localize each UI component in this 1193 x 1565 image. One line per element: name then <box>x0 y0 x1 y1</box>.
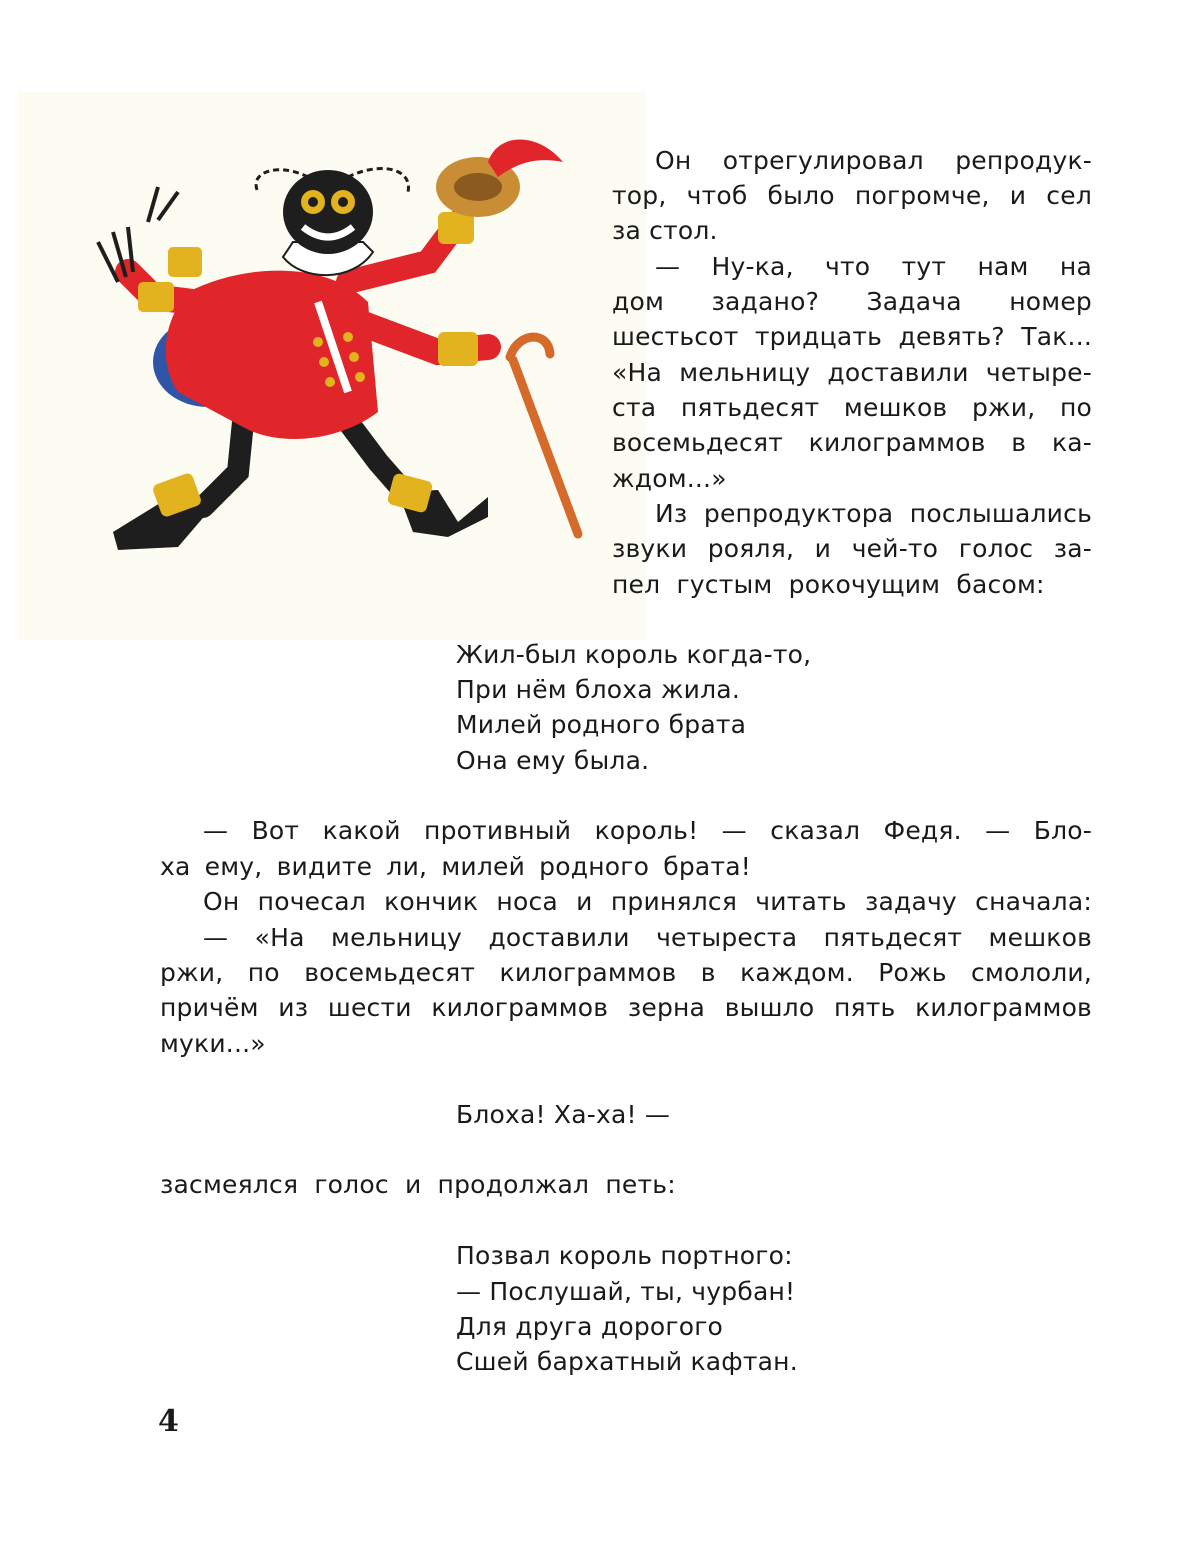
verse-line: При нём блоха жила. <box>456 675 740 704</box>
text-line: тор, чтоб было погромче, и сел <box>612 181 1092 210</box>
text-line: — Вот какой противный король! — сказал Федя. — Бло- <box>203 816 1092 845</box>
text-line: пел густым рокочущим басом: <box>612 570 1045 599</box>
text-line: причём из шести килограммов зерна вышло пять килограммов <box>160 993 1092 1022</box>
text-line: ржи, по восемьдесят килограммов в каждом. Рожь смололи, <box>160 958 1092 987</box>
text-line: — Ну-ка, что тут нам на <box>655 252 1092 281</box>
verse-line: — Послушай, ты, чурбан! <box>456 1277 796 1306</box>
page-number: 4 <box>158 1404 179 1439</box>
verse-line: Жил-был король когда-то, <box>456 640 812 669</box>
text-line: Из репродуктора послышались <box>655 499 1092 528</box>
text-line: шестьсот тридцать девять? Так... <box>612 322 1092 351</box>
verse-line: Позвал король портного: <box>456 1241 793 1270</box>
text-line: засмеялся голос и продолжал петь: <box>160 1170 676 1199</box>
text-line: Он почесал кончик носа и принялся читать задачу сначала: <box>203 887 1092 916</box>
verse-line: Блоха! Ха-ха! — <box>456 1100 671 1129</box>
text-line: дом задано? Задача номер <box>612 287 1092 316</box>
text-line: восемьдесят килограммов в ка- <box>612 428 1092 457</box>
text-line: муки...» <box>160 1029 266 1058</box>
text-line: ста пятьдесят мешков ржи, по <box>612 393 1092 422</box>
flea-character-drawing <box>18 92 646 640</box>
verse-line: Сшей бархатный кафтан. <box>456 1347 798 1376</box>
text-line: ждом...» <box>612 464 727 493</box>
verse-line: Для друга дорогого <box>456 1312 724 1341</box>
text-line: звуки рояля, и чей-то голос за- <box>612 534 1092 563</box>
text-line: ха ему, видите ли, милей родного брата! <box>160 852 751 881</box>
text-line: «На мельницу доставили четыре- <box>612 358 1092 387</box>
text-line: Он отрегулировал репродук- <box>655 146 1092 175</box>
verse-line: Она ему была. <box>456 746 650 775</box>
text-line: — «На мельницу доставили четыреста пятьдесят мешков <box>203 923 1092 952</box>
flea-illustration <box>18 92 646 640</box>
verse-line: Милей родного брата <box>456 710 747 739</box>
text-line: за стол. <box>612 216 718 245</box>
